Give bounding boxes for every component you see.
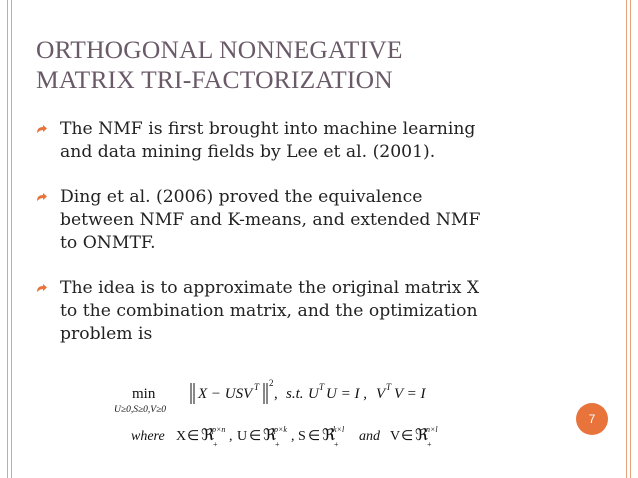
real-symbol: ℜ [415,427,429,444]
left-border-outer [7,0,8,478]
min-operator: min [132,386,156,402]
dims: p×k [274,425,287,434]
bullet-line: Ding et al. (2006) proved the equivalence [60,187,423,207]
domain-v [390,425,438,449]
constraint-v: V [376,386,386,402]
curved-arrow-bullet-icon [36,193,48,202]
bullet-line: The idea is to approximate the original matrix X [60,278,480,298]
right-border-inner [626,0,627,478]
bullet-list [36,118,551,368]
var-v: V [390,429,401,444]
constraint-u-rest: U = I , [326,386,367,402]
left-border-inner [11,0,12,478]
bullet-line: between NMF and K-means, and extended NMF [60,210,481,230]
objective-expression: X − USV [198,386,253,402]
constraint-u: U [308,386,319,402]
norm-power: 2 [269,378,274,388]
bullet-line: The NMF is first brought into machine learning [60,119,476,139]
bullet-line: problem is [60,324,153,344]
bullet-line: and data mining fields by Lee et al. (2001). [60,142,436,162]
plus-sub: + [427,440,432,449]
min-subscript: U≥0,S≥0,V≥0 [114,405,167,415]
right-border-outer [630,0,631,478]
plus-sub: + [334,440,339,449]
dims: k×l [333,425,345,434]
domain-u [237,425,295,449]
element-of: ∈ [401,429,414,444]
bullet-line: to ONMTF. [60,233,156,253]
bullet-item [36,277,551,346]
domain-x [176,425,233,449]
constraint-prefix: s.t. [286,386,304,402]
element-of: ∈ [249,429,262,444]
comma: , [291,429,295,444]
comma: , [274,386,278,402]
optimization-formula [112,377,512,457]
bullet-item [36,118,551,164]
and-word: and [359,429,380,444]
plus-sub: + [275,440,280,449]
bullet-item [36,186,551,255]
domain-s [298,425,345,449]
bullet-line: to the combination matrix, and the optimization [60,301,478,321]
plus-sub: + [213,440,218,449]
var-u: U [237,429,248,444]
comma: , [229,429,233,444]
curved-arrow-bullet-icon [36,125,48,134]
dims: p×n [212,425,226,434]
page-number-badge: 7 [576,403,608,435]
where-word: where [131,429,165,444]
element-of: ∈ [308,429,321,444]
var-x: X [176,429,187,444]
real-symbol: ℜ [263,427,277,444]
real-symbol: ℜ [201,427,215,444]
transpose-mark: T [254,382,260,392]
element-of: ∈ [187,429,200,444]
dims: n×l [426,425,438,434]
constraint-v-rest: V = I [394,386,426,402]
title-line-1: ORTHOGONAL NONNEGATIVE [36,35,403,64]
title-line-2: MATRIX TRI-FACTORIZATION [36,65,393,94]
slide-title [36,35,403,95]
var-s: S [298,429,306,444]
real-symbol: ℜ [322,427,336,444]
transpose-mark-v: T [386,382,392,392]
curved-arrow-bullet-icon [36,284,48,293]
transpose-mark-u: T [319,382,325,392]
